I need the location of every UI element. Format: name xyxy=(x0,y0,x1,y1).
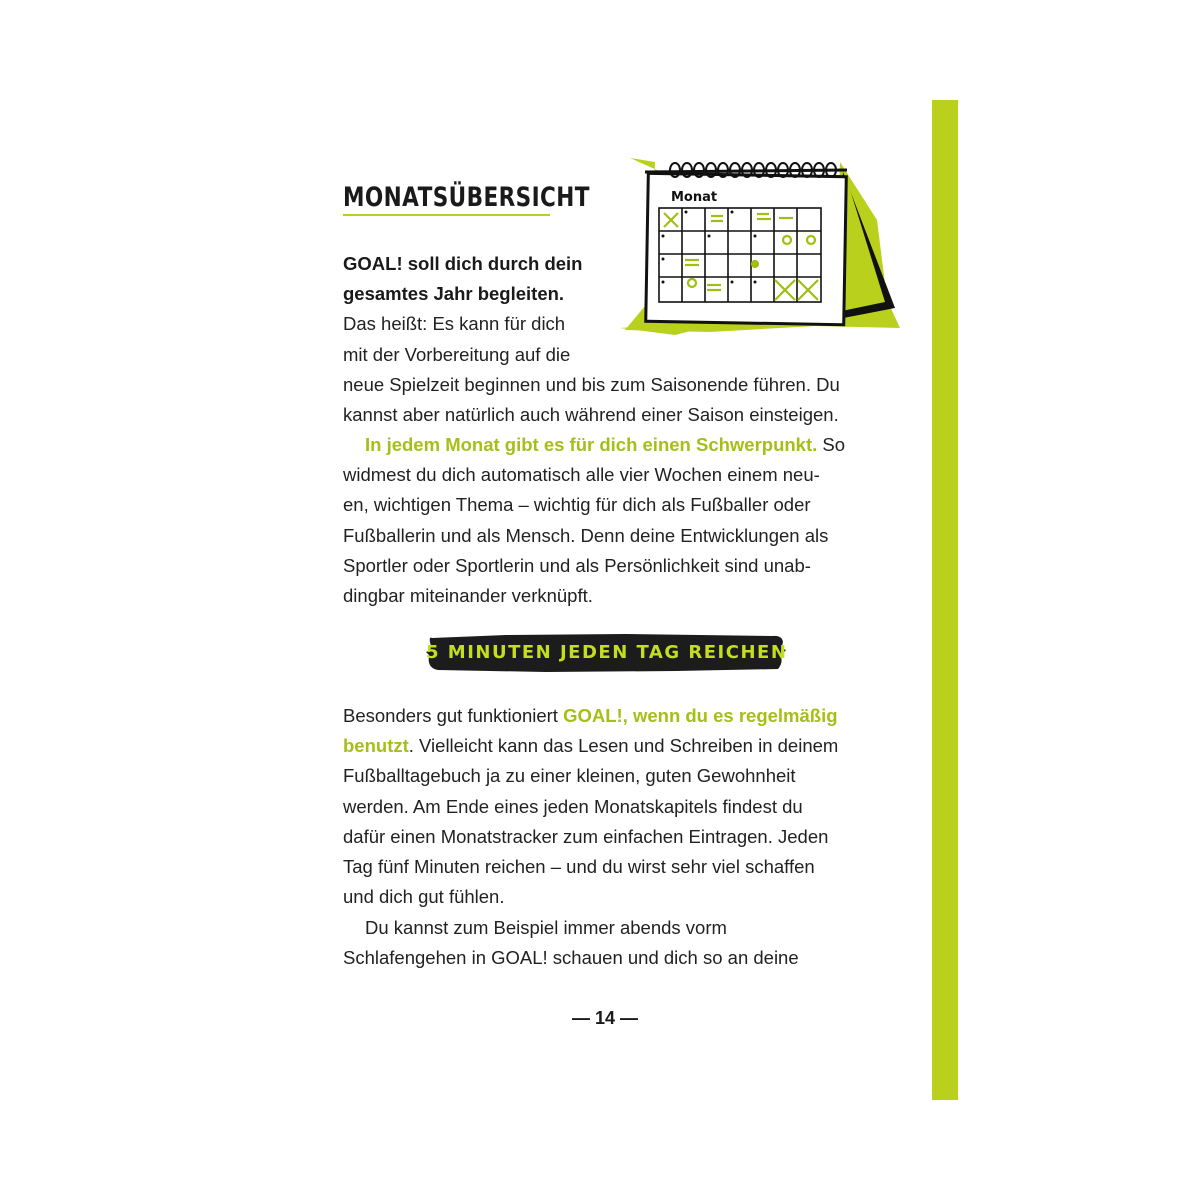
focus-after: So xyxy=(817,434,846,455)
p3-after: . Vielleicht kann das Lesen und Schreiben in deinem xyxy=(408,735,839,757)
green-side-bar xyxy=(932,100,958,1100)
page-number: — 14 — xyxy=(571,1008,639,1028)
text-line xyxy=(343,731,838,761)
text-line: Fußballtagebuch ja zu einer kleinen, guten Gewohnheit xyxy=(343,765,796,787)
text-line: und dich gut fühlen. xyxy=(343,886,505,908)
text-line: Fußballerin und als Mensch. Denn deine Entwicklungen als xyxy=(343,524,829,546)
text-line: widmest du dich automatisch alle vier Wochen einem neu- xyxy=(343,464,820,486)
text-line: dafür einen Monatstracker zum einfachen Eintragen. Jeden xyxy=(343,825,829,847)
intro-bold-line: GOAL! soll dich durch dein xyxy=(343,253,583,274)
focus-highlight: In jedem Monat gibt es für dich einen Schwerpunkt. xyxy=(365,434,818,455)
intro-bold-line: gesamtes Jahr begleiten. xyxy=(343,283,565,305)
text-line: Sportler oder Sportlerin und als Persönlichkeit sind unab- xyxy=(343,554,811,576)
text-line: mit der Vorbereitung auf die xyxy=(343,343,571,365)
text-line: Das heißt: Es kann für dich xyxy=(343,313,566,335)
evening-paragraph xyxy=(343,913,799,973)
text-line: dingbar miteinander verknüpft. xyxy=(343,585,593,607)
banner-title: 5 MINUTEN JEDEN TAG REICHEN xyxy=(426,642,788,663)
intro-paragraph xyxy=(343,249,840,430)
p3-highlight: benutzt xyxy=(343,735,409,757)
text-line xyxy=(343,701,838,731)
p3-before: Besonders gut funktioniert xyxy=(343,705,564,726)
heading-underline xyxy=(343,214,550,216)
text-line: Tag fünf Minuten reichen – und du wirst sehr viel schaffen xyxy=(343,856,815,878)
focus-paragraph xyxy=(343,430,845,611)
p3-highlight: GOAL!, wenn du es regelmäßig xyxy=(563,705,838,726)
text-line: neue Spielzeit beginnen und bis zum Saisonende führen. Du xyxy=(343,373,840,395)
page-heading: MONATSÜBERSICHT xyxy=(343,182,590,213)
text-line: Schlafengehen in GOAL! schauen und dich so an deine xyxy=(343,947,799,969)
text-line: Du kannst zum Beispiel immer abends vorm xyxy=(365,917,727,938)
text-line: werden. Am Ende eines jeden Monatskapitels findest du xyxy=(343,795,803,817)
text-line: kannst aber natürlich auch während einer Saison einsteigen. xyxy=(343,404,839,426)
calendar-label: Monat xyxy=(671,190,718,205)
text-line: en, wichtigen Thema – wichtig für dich als Fußballer oder xyxy=(343,494,811,516)
text-line xyxy=(343,430,845,460)
habit-paragraph xyxy=(343,701,838,912)
